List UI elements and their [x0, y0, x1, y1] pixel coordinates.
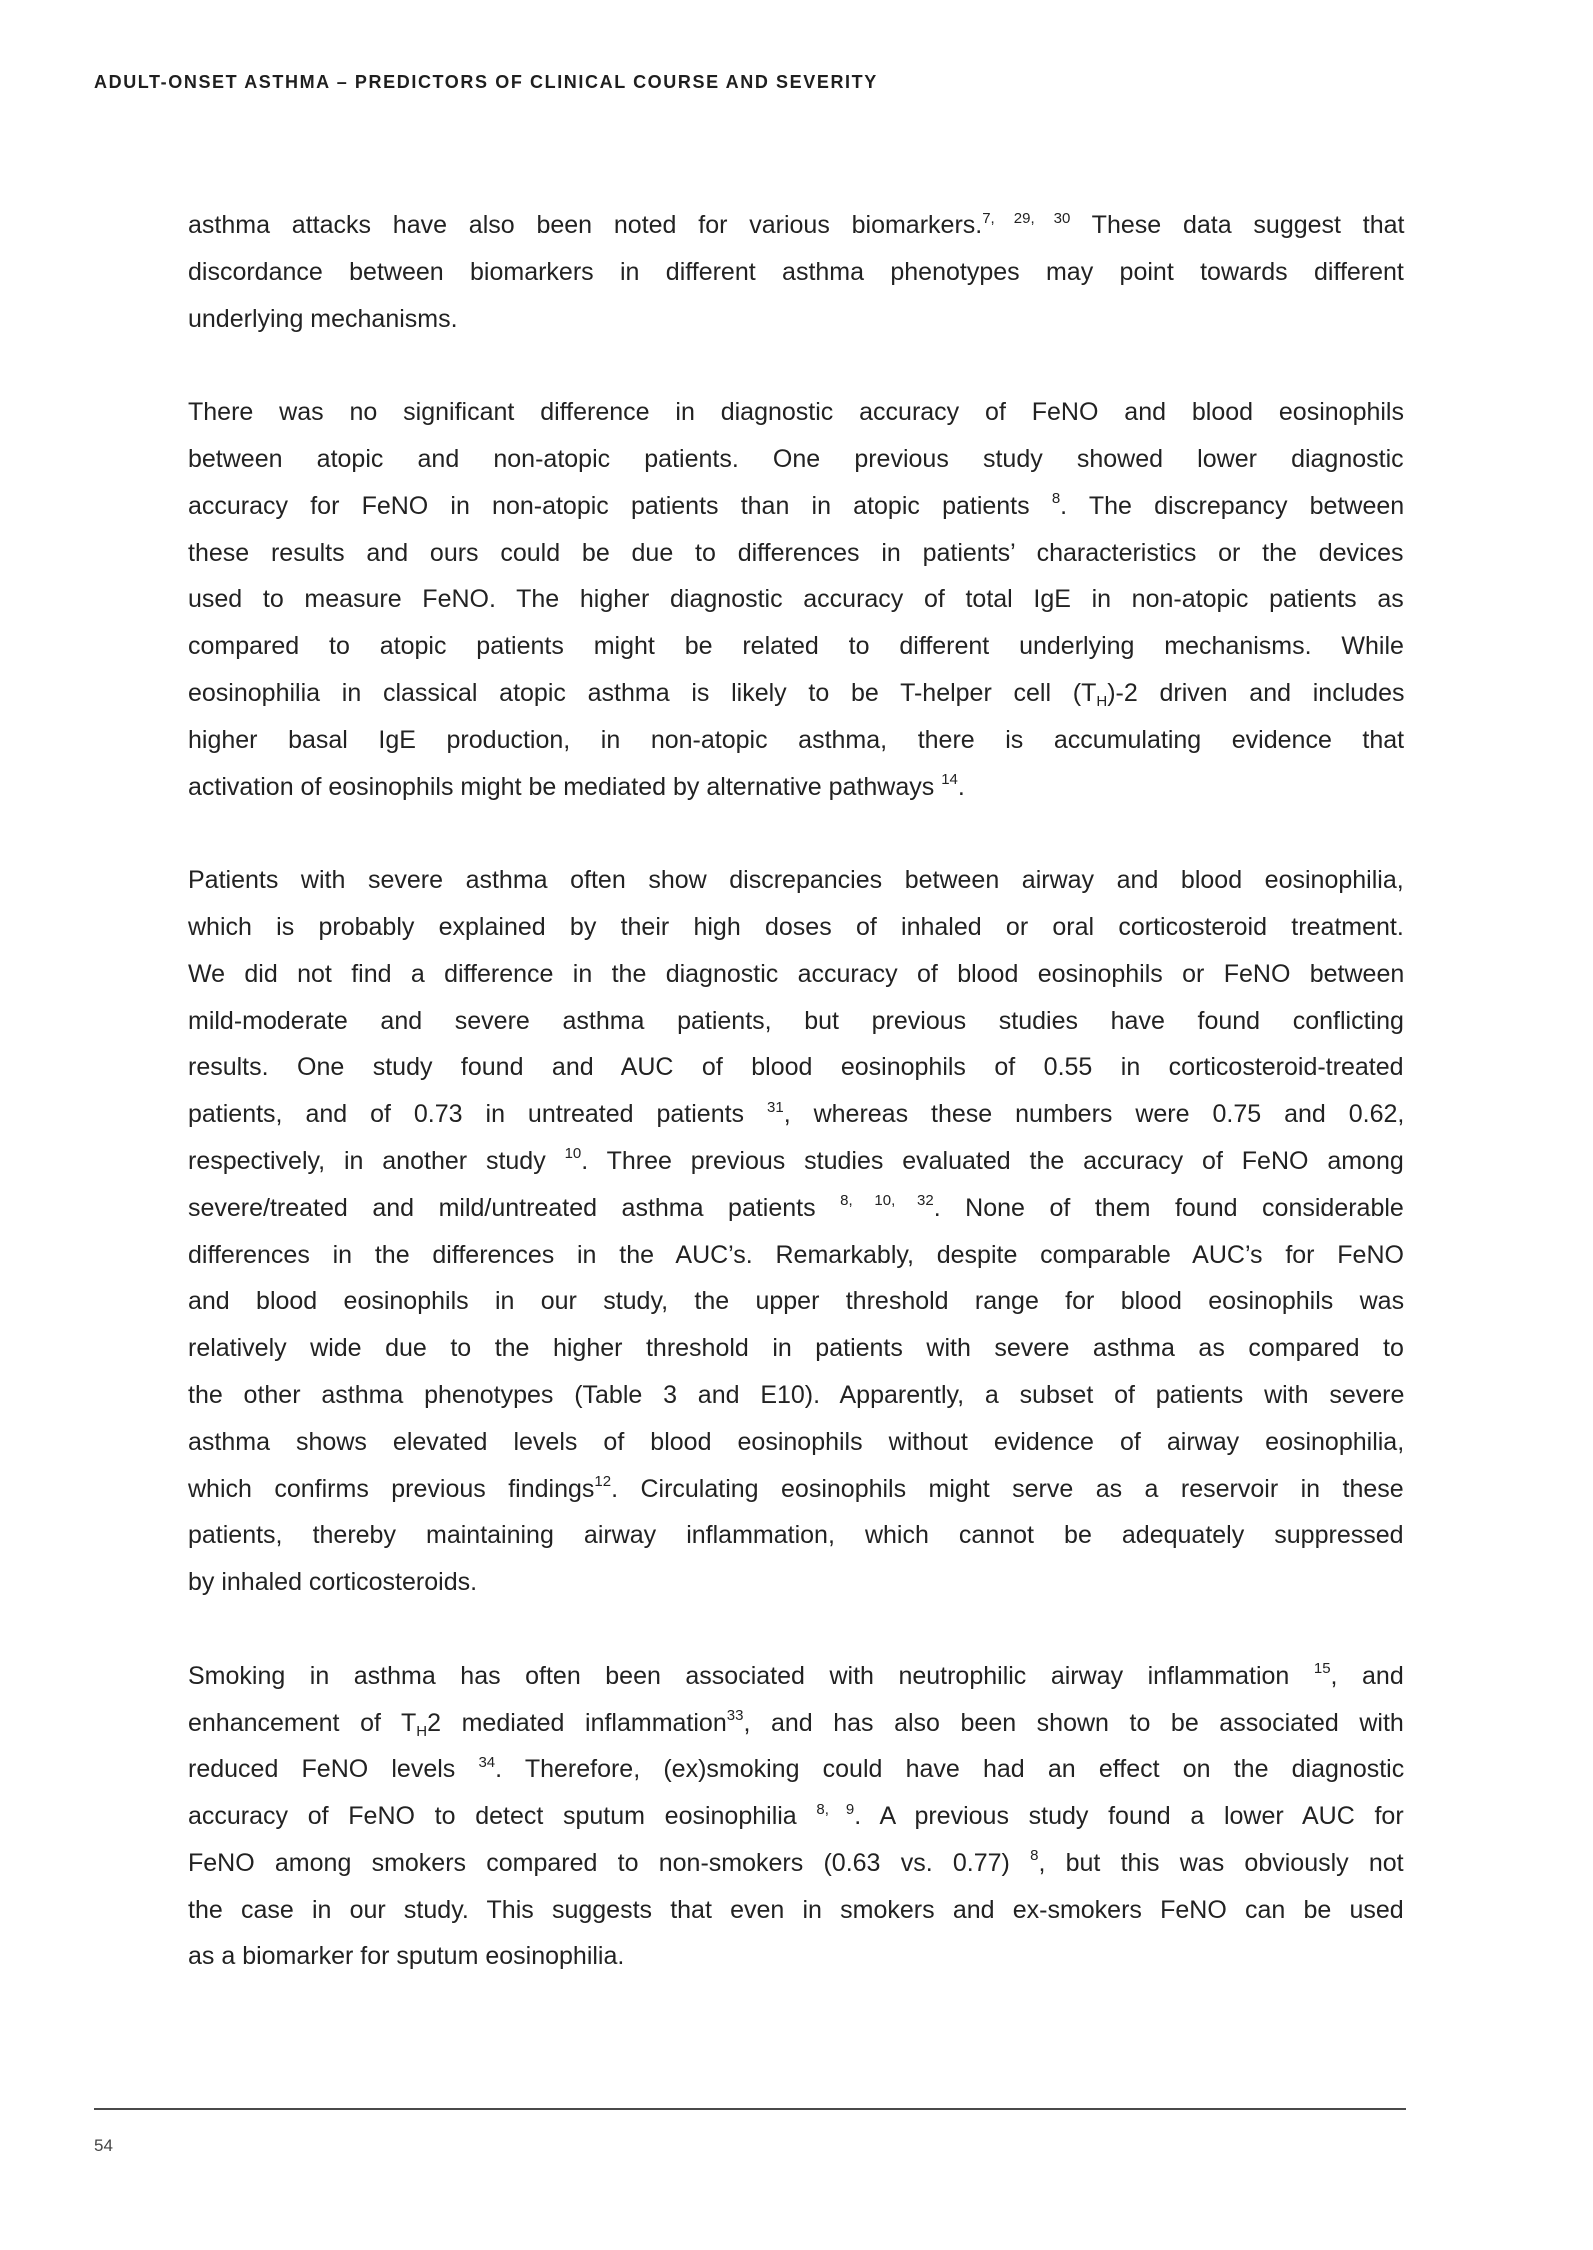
text-run: asthma attacks have also been noted for various biomarkers. [188, 211, 983, 239]
citation-superscript: 8, 10, 32 [840, 1192, 934, 1210]
text-run: and blood eosinophils in our study, the upper threshold range for blood eosinophils was [188, 1287, 1405, 1316]
text-run: . The discrepancy between [1060, 491, 1405, 520]
text-run: , and has also been shown to be associated with [743, 1708, 1404, 1737]
text-line [188, 530, 1404, 577]
text-run: We did not find a difference in the diagnostic accuracy of blood eosinophils or FeNO between [188, 959, 1405, 988]
text-line [188, 857, 1404, 904]
text-line [188, 1466, 1404, 1513]
text-line [188, 1138, 1404, 1185]
text-line [188, 1325, 1404, 1372]
text-run: these results and ours could be due to differences in patients’ characteristics or the devices [188, 538, 1404, 567]
page-number: 54 [94, 2136, 113, 2155]
body-text [188, 202, 1404, 2027]
text-run: respectively, in another study [188, 1146, 565, 1175]
text-run: These data suggest that [1070, 211, 1405, 239]
text-run: by inhaled corticosteroids. [188, 1568, 478, 1597]
text-run: asthma shows elevated levels of blood eosinophils without evidence of airway eosinophilia, [188, 1427, 1405, 1456]
text-line [188, 1933, 1404, 1980]
text-run: . Three previous studies evaluated the accuracy of FeNO among [581, 1146, 1404, 1175]
citation-superscript: 12 [594, 1473, 612, 1491]
text-line [188, 1559, 1404, 1606]
text-run: underlying mechanisms. [188, 304, 458, 333]
citation-superscript: 10 [564, 1145, 582, 1163]
text-run: )-2 driven and includes [1107, 678, 1405, 707]
text-line [188, 296, 1404, 343]
text-line [188, 249, 1404, 296]
text-line [188, 1419, 1404, 1466]
running-header: ADULT-ONSET ASTHMA – PREDICTORS OF CLINICAL COURSE AND SEVERITY [94, 72, 878, 92]
text-run: differences in the differences in the AUC’s. Remarkably, despite comparable AUC’s for FeNO [188, 1240, 1404, 1269]
text-line [188, 202, 1404, 249]
subscript: H [1096, 693, 1108, 711]
text-line [188, 1044, 1404, 1091]
text-run: between atopic and non-atopic patients. One previous study showed lower diagnostic [188, 444, 1404, 473]
citation-superscript: 14 [941, 771, 958, 789]
text-run: . Circulating eosinophils might serve as a reservoir in these [611, 1474, 1404, 1503]
citation-superscript: 34 [478, 1753, 496, 1771]
text-run: relatively wide due to the higher threshold in patients with severe asthma as compared to [188, 1334, 1404, 1363]
text-run: the other asthma phenotypes (Table 3 and E10). Apparently, a subset of patients with severe [188, 1380, 1405, 1409]
text-run: activation of eosinophils might be mediated by alternative pathways [188, 772, 942, 801]
text-line [188, 764, 1404, 811]
paragraph [188, 857, 1404, 1606]
text-run: reduced FeNO levels [188, 1755, 479, 1784]
citation-superscript: 8 [1051, 490, 1061, 508]
citation-superscript: 8 [1030, 1847, 1039, 1865]
text-line [188, 1840, 1404, 1887]
text-run: accuracy for FeNO in non-atopic patients than in atopic patients [188, 491, 1052, 520]
text-run: FeNO among smokers compared to non-smokers (0.63 vs. 0.77) [188, 1848, 1031, 1877]
text-line [188, 389, 1404, 436]
text-line [188, 1091, 1404, 1138]
text-run: results. One study found and AUC of blood eosinophils of 0.55 in corticosteroid-treated [188, 1053, 1404, 1082]
citation-superscript: 8, 9 [816, 1800, 855, 1818]
text-line [188, 1700, 1404, 1747]
text-run: , whereas these numbers were 0.75 and 0.62, [783, 1100, 1405, 1129]
text-run: , and [1330, 1661, 1404, 1690]
paragraph [188, 202, 1404, 342]
text-run: . None of them found considerable [933, 1193, 1404, 1222]
text-line [188, 951, 1404, 998]
text-line [188, 1793, 1404, 1840]
text-line [188, 483, 1404, 530]
paragraph [188, 1653, 1404, 1981]
text-run: severe/treated and mild/untreated asthma patients [188, 1193, 841, 1222]
text-run: the case in our study. This suggests that even in smokers and ex-smokers FeNO can be used [188, 1895, 1404, 1924]
text-run: which confirms previous findings [188, 1474, 595, 1503]
text-line [188, 1372, 1404, 1419]
text-run: as a biomarker for sputum eosinophilia. [188, 1942, 625, 1971]
text-line [188, 670, 1404, 717]
text-line [188, 717, 1404, 764]
text-run: compared to atopic patients might be related to different underlying mechanisms. While [188, 632, 1404, 661]
text-run: which is probably explained by their high doses of inhaled or oral corticosteroid treatment. [188, 912, 1404, 941]
paragraph [188, 389, 1404, 810]
text-run: mild-moderate and severe asthma patients, but previous studies have found conflicting [188, 1006, 1404, 1035]
text-run: Patients with severe asthma often show discrepancies between airway and blood eosinophilia, [188, 866, 1404, 895]
text-line [188, 1887, 1404, 1934]
text-run: eosinophilia in classical atopic asthma is likely to be T-helper cell (T [188, 678, 1097, 707]
text-run: . [957, 772, 965, 801]
subscript: H [416, 1722, 428, 1740]
text-run: patients, and of 0.73 in untreated patients [188, 1100, 768, 1129]
citation-superscript: 15 [1313, 1660, 1331, 1678]
text-run: patients, thereby maintaining airway inflammation, which cannot be adequately suppressed [188, 1521, 1404, 1550]
text-run: There was no significant difference in diagnostic accuracy of FeNO and blood eosinophils [188, 398, 1404, 427]
text-line [188, 576, 1404, 623]
text-line [188, 1278, 1404, 1325]
text-line [188, 1185, 1404, 1232]
text-run: discordance between biomarkers in different asthma phenotypes may point towards different [188, 257, 1404, 286]
text-run: higher basal IgE production, in non-atopic asthma, there is accumulating evidence that [188, 725, 1405, 754]
citation-superscript: 33 [726, 1707, 744, 1724]
footer-divider [94, 2108, 1406, 2110]
citation-superscript: 31 [767, 1098, 784, 1116]
text-line [188, 998, 1404, 1045]
text-line [188, 1512, 1404, 1559]
text-line [188, 623, 1404, 670]
text-run: used to measure FeNO. The higher diagnostic accuracy of total IgE in non-atopic patients as [188, 585, 1404, 614]
text-run: enhancement of T [188, 1708, 417, 1737]
text-run: accuracy of FeNO to detect sputum eosinophilia [188, 1802, 817, 1831]
text-run: 2 mediated inflammation [427, 1708, 727, 1737]
text-line [188, 904, 1404, 951]
text-run: Smoking in asthma has often been associated with neutrophilic airway inflammation [188, 1661, 1314, 1690]
text-line [188, 436, 1404, 483]
text-line [188, 1653, 1404, 1700]
text-run: . A previous study found a lower AUC for [854, 1802, 1404, 1831]
text-line [188, 1746, 1404, 1793]
text-run: , but this was obviously not [1038, 1848, 1404, 1877]
text-line [188, 1232, 1404, 1279]
citation-superscript: 7, 29, 30 [982, 209, 1071, 227]
text-run: . Therefore, (ex)smoking could have had an effect on the diagnostic [495, 1755, 1405, 1784]
